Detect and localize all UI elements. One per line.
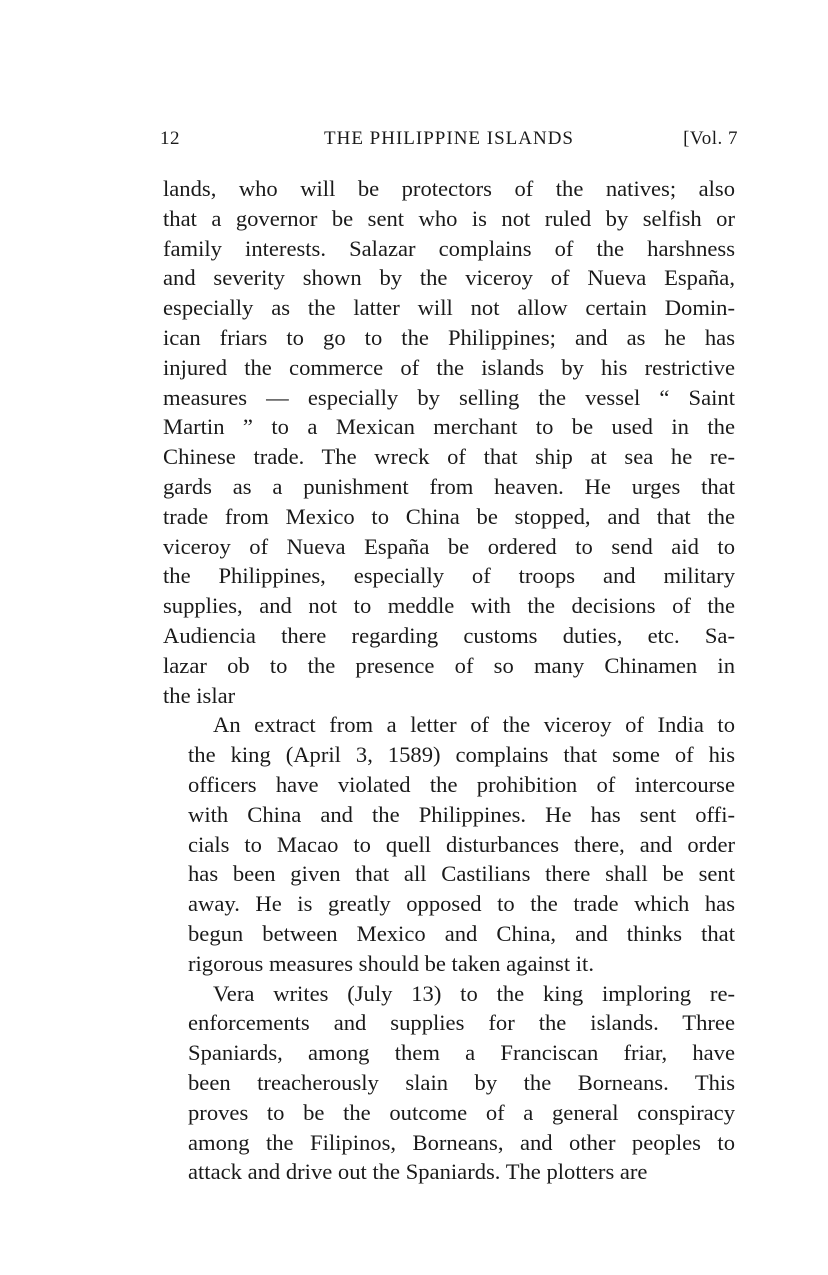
text-line: cials to Macao to quell disturbances there, and order: [188, 831, 735, 857]
text-line: with China and the Philippines. He has sent offi-: [188, 801, 735, 827]
text-line: supplies, and not to meddle with the decisions of the: [163, 593, 735, 619]
text-line: Vera writes (July 13) to the king imploring re-: [213, 980, 735, 1006]
text-line: enforcements and supplies for the islands. Three: [188, 1010, 735, 1036]
text-line: the islar: [163, 682, 236, 708]
text-line: Spaniards, among them a Franciscan friar, have: [188, 1040, 735, 1066]
text-line: officers have violated the prohibition of intercourse: [188, 771, 735, 797]
text-line: Audiencia there regarding customs duties, etc. Sa-: [163, 622, 735, 648]
running-title: THE PHILIPPINE ISLANDS: [324, 128, 574, 149]
text-line: begun between Mexico and China, and thinks that: [188, 920, 735, 946]
volume-label: [Vol. 7: [683, 128, 738, 149]
text-line: that a governor be sent who is not ruled by selfish or: [163, 205, 735, 231]
text-line: Martin ” to a Mexican merchant to be used in the: [163, 414, 735, 440]
text-line: the king (April 3, 1589) complains that some of his: [188, 742, 735, 768]
text-line: gards as a punishment from heaven. He urges that: [163, 473, 735, 499]
text-line: been treacherously slain by the Borneans. This: [188, 1069, 735, 1095]
text-line: away. He is greatly opposed to the trade which has: [188, 891, 735, 917]
text-line: rigorous measures should be taken against it.: [188, 950, 594, 976]
text-line: measures — especially by selling the vessel “ Saint: [163, 384, 735, 410]
text-line: the Philippines, especially of troops and military: [163, 563, 735, 589]
page-number: 12: [160, 128, 180, 149]
text-line: especially as the latter will not allow certain Domin-: [163, 295, 735, 321]
body-text: [163, 174, 735, 1187]
text-line: injured the commerce of the islands by his restrictive: [163, 354, 735, 380]
text-line: family interests. Salazar complains of the harshness: [163, 235, 735, 261]
text-line: lands, who will be protectors of the natives; also: [163, 176, 735, 201]
paragraph: [163, 174, 735, 710]
text-line: lazar ob to the presence of so many Chinamen in: [163, 652, 735, 678]
text-line: proves to be the outcome of a general conspiracy: [188, 1099, 735, 1125]
text-line: has been given that all Castilians there shall be sent: [188, 861, 735, 887]
text-line: and severity shown by the viceroy of Nueva España,: [163, 265, 735, 291]
text-line: An extract from a letter of the viceroy of India to: [213, 712, 735, 738]
text-line: trade from Mexico to China be stopped, and that the: [163, 503, 735, 529]
text-line: ican friars to go to the Philippines; and as he has: [163, 324, 735, 350]
text-line: among the Filipinos, Borneans, and other peoples to: [188, 1129, 735, 1155]
text-line: Chinese trade. The wreck of that ship at sea he re-: [163, 444, 735, 470]
running-header: [160, 128, 738, 158]
text-line: attack and drive out the Spaniards. The plotters are: [188, 1159, 648, 1185]
paragraph: [163, 979, 735, 1188]
paragraph: [163, 710, 735, 978]
text-line: viceroy of Nueva España be ordered to send aid to: [163, 533, 735, 559]
